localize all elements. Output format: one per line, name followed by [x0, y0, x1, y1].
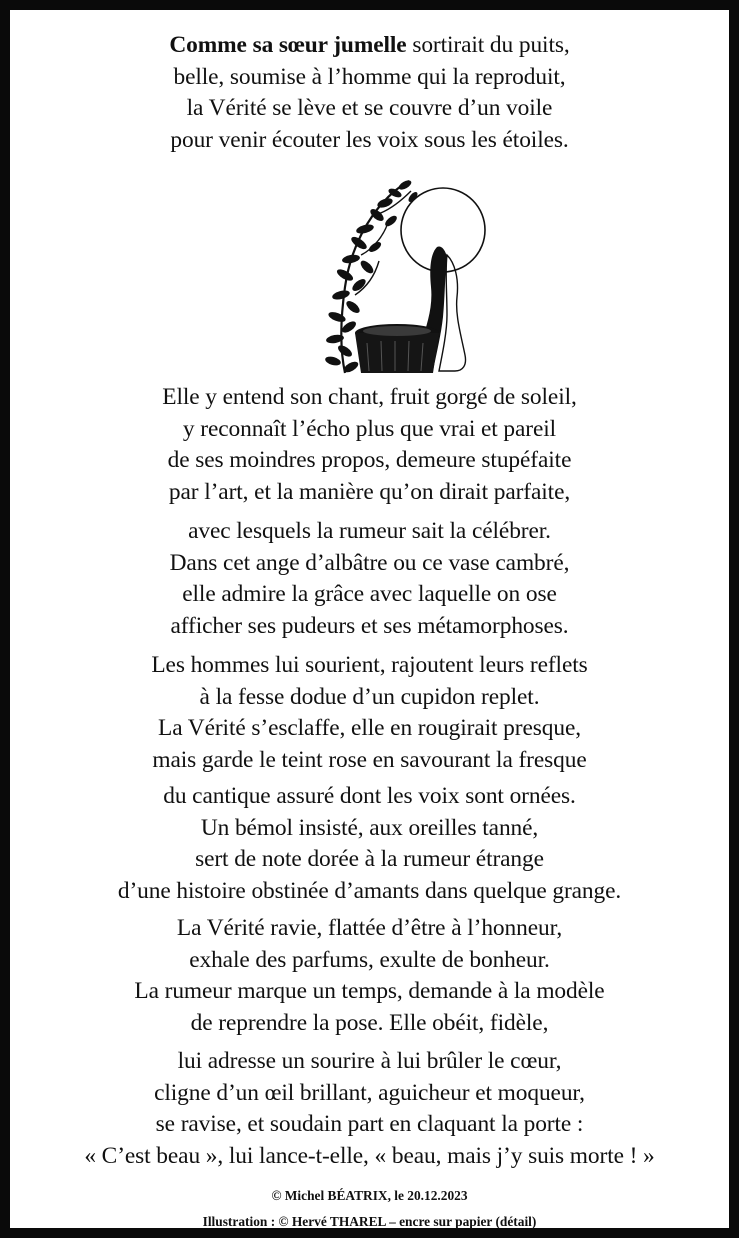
verse-line: d’une histoire obstinée d’amants dans quelque grange. — [117, 877, 622, 904]
verse-line: pour venir écouter les voix sous les étoiles. — [170, 126, 569, 153]
stanza-1 — [20, 30, 719, 156]
stanza-2 — [20, 382, 719, 508]
verse-line: La rumeur marque un temps, demande à la modèle — [134, 978, 605, 1004]
verse-line: Dans cet ange d’albâtre ou ce vase cambré, — [169, 549, 570, 576]
verse-line: lui adresse un sourire à lui brûler le cœur, — [177, 1048, 562, 1074]
verse-line: La Vérité ravie, flattée d’être à l’honneur, — [176, 915, 563, 941]
verse-line: de ses moindres propos, demeure stupéfaite — [167, 447, 572, 473]
verse-opening-rest: sortirait du puits, — [406, 32, 570, 58]
verse-line: à la fesse dodue d’un cupidon replet. — [199, 683, 540, 710]
verse-line: Un bémol insisté, aux oreilles tanné, — [200, 814, 539, 841]
verse-line: exhale des parfums, exulte de bonheur. — [189, 946, 550, 973]
verse-line: sert de note dorée à la rumeur étrange — [195, 846, 544, 872]
verse-line: la Vérité se lève et se couvre d’un voile — [186, 95, 553, 121]
verse-line: cligne d’un œil brillant, aguicheur et moqueur, — [154, 1079, 585, 1106]
verse-line: Elle y entend son chant, fruit gorgé de soleil, — [162, 384, 577, 410]
verse-line — [20, 30, 719, 62]
stanza-5 — [20, 781, 719, 907]
verse-line: se ravise, et soudain part en claquant la porte : — [155, 1111, 584, 1137]
verse-line: par l’art, et la manière qu’on dirait parfaite, — [168, 478, 571, 505]
stanza-4 — [20, 650, 719, 776]
verse-line: belle, soumise à l’homme qui la reproduit, — [173, 63, 566, 90]
verse-line: mais garde le teint rose en savourant la fresque — [152, 746, 587, 773]
verse-line: elle admire la grâce avec laquelle on ose — [182, 581, 557, 607]
verse-line: y reconnaît l’écho plus que vrai et pareil — [182, 415, 557, 442]
copyright-credit: © Michel BÉATRIX, le 20.12.2023 — [271, 1188, 468, 1203]
verse-line: avec lesquels la rumeur sait la célébrer. — [188, 518, 551, 544]
verse-line: « C’est beau », lui lance-t-elle, « beau, mais j’y suis morte ! » — [84, 1142, 655, 1169]
stanza-3 — [20, 516, 719, 642]
verse-line: Les hommes lui sourient, rajoutent leurs reflets — [151, 652, 588, 678]
verse-line: afficher ses pudeurs et ses métamorphoses. — [170, 612, 569, 639]
verse-line: du cantique assuré dont les voix sont ornées. — [163, 783, 576, 809]
verse-line: La Vérité s’esclaffe, elle en rougirait presque, — [158, 715, 581, 741]
illustration-credit: Illustration : © Hervé THAREL – encre sur papier (détail) — [202, 1214, 537, 1229]
stanza-6 — [20, 913, 719, 1039]
verse-bold-opening: Comme sa sœur jumelle — [169, 32, 407, 58]
verse-line: de reprendre la pose. Elle obéit, fidèle, — [190, 1009, 549, 1036]
ink-illustration — [315, 175, 495, 375]
stanza-7 — [20, 1046, 719, 1172]
